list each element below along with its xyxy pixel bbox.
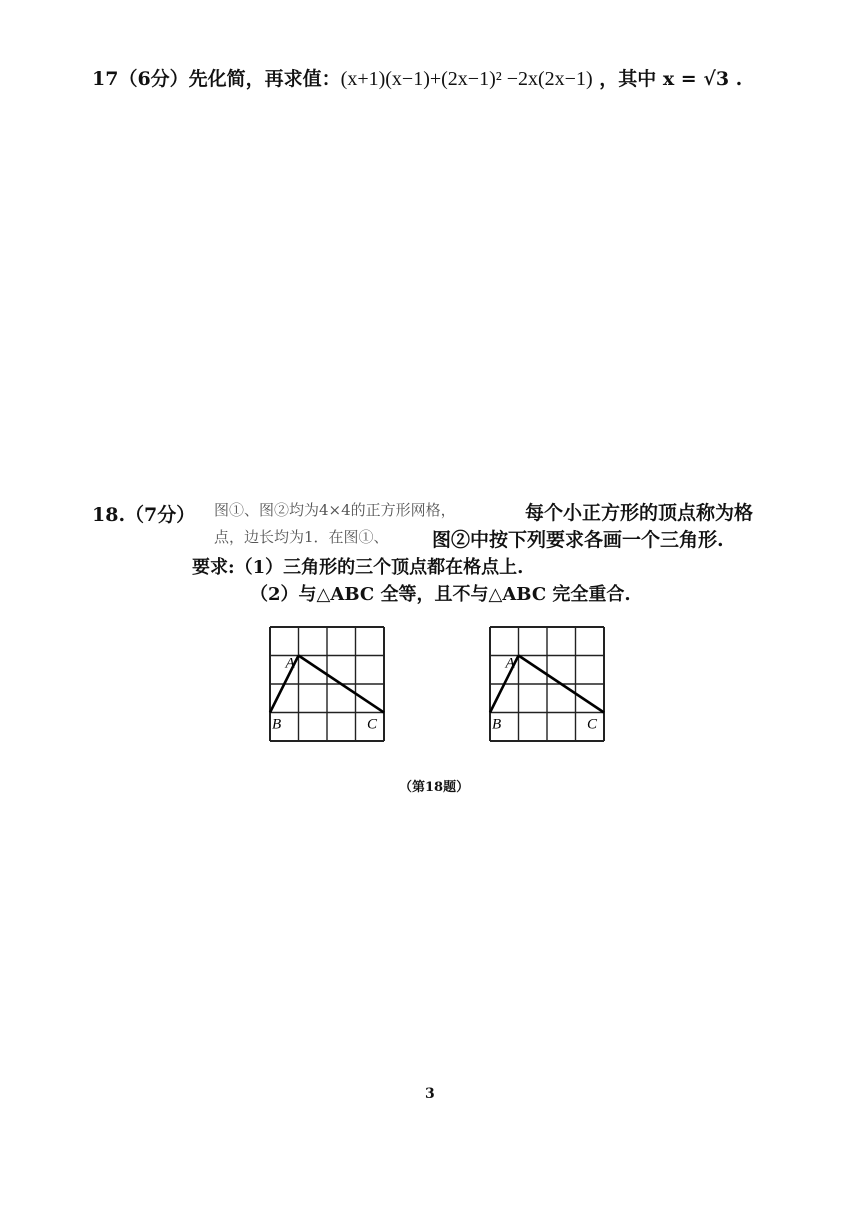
question-17-condition: ，其中 x = √3 . <box>599 68 743 90</box>
question-18-requirement-1: 要求:（1）三角形的三个顶点都在格点上. <box>192 557 524 578</box>
vertex-label-c: C <box>367 716 378 733</box>
vertex-label-a: A <box>505 655 515 672</box>
question-18-line2-gray: 点，边长均为1．在图①、 <box>214 528 389 546</box>
vertex-label-b: B <box>492 716 502 733</box>
grid-figure-2 <box>490 627 604 741</box>
page-number: 3 <box>425 1086 435 1102</box>
question-18-line1-gray: 图①、图②均为4×4的正方形网格， <box>214 501 456 519</box>
question-18-line2-bold: 图②中按下列要求各画一个三角形. <box>432 529 724 551</box>
question-18-line1-bold: 每个小正方形的顶点称为格 <box>525 502 754 524</box>
vertex-label-c: C <box>587 716 598 733</box>
vertex-label-a: A <box>285 655 295 672</box>
question-18-requirement-2: （2）与△ABC 全等，且不与△ABC 完全重合. <box>250 584 631 605</box>
vertex-label-b: B <box>272 716 282 733</box>
question-17-label: 17（6分）先化简，再求值： <box>92 68 341 90</box>
grid-figure-1 <box>270 627 384 741</box>
figure-caption: （第18题） <box>399 780 470 795</box>
question-17-expression: (x+1)(x−1)+(2x−1)² −2x(2x−1) <box>340 68 593 90</box>
question-18-number: 18.（7分） <box>92 504 196 526</box>
